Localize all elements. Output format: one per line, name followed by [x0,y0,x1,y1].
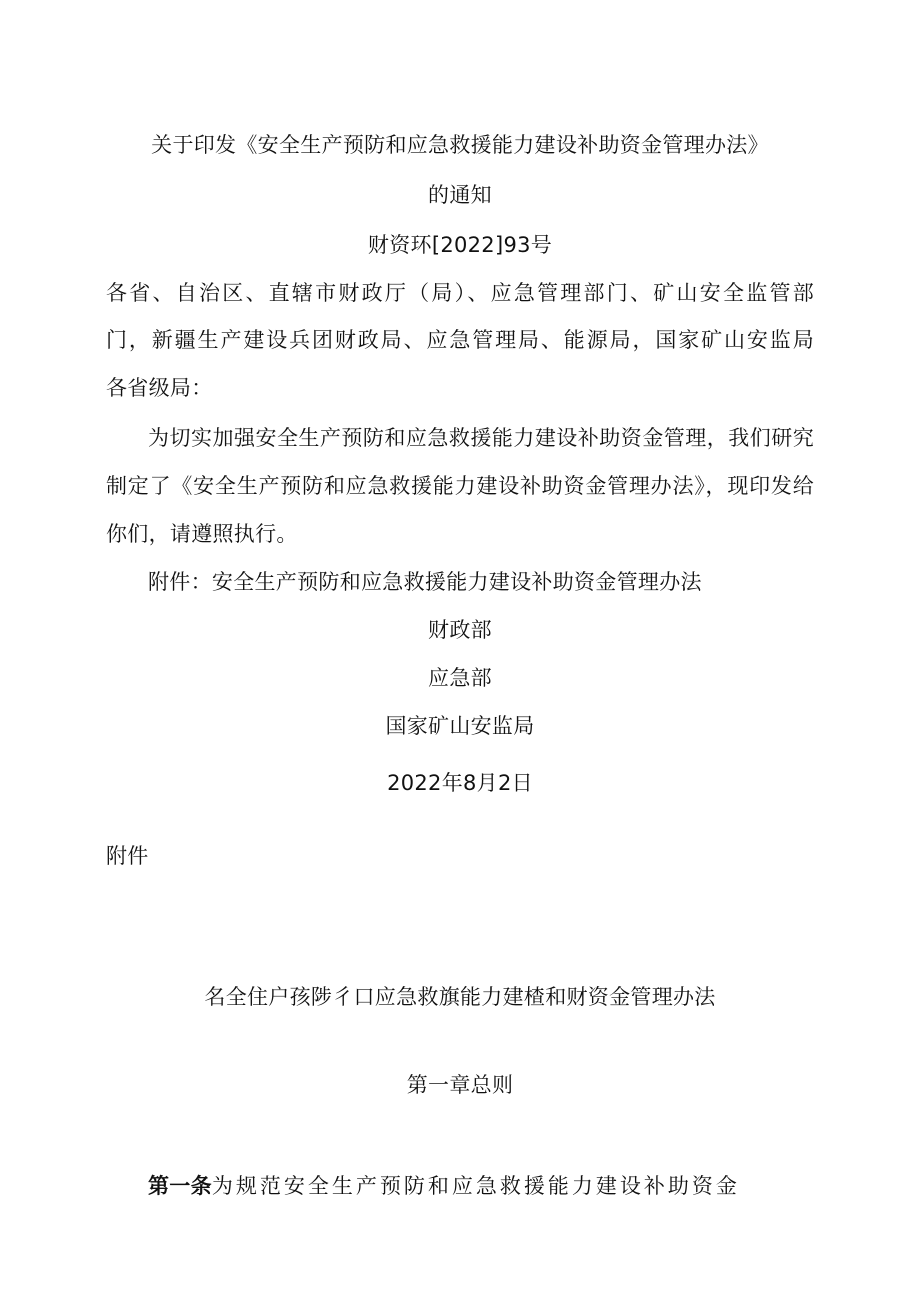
issuer-emergency-ministry: 应急部 [428,666,492,690]
body-line-1: 为切实加强安全生产预防和应急救援能力建设补助资金管理，我们研究 [148,426,814,450]
attachment-reference: 附件：安全生产预防和应急救援能力建设补助资金管理办法 [148,570,702,594]
recipients-line-2: 门，新疆生产建设兵团财政局、应急管理局、能源局，国家矿山安监局 [106,328,814,352]
issue-date: 2022年8月2日 [387,771,533,795]
recipients-line-3: 各省级局： [106,376,213,400]
document-number: 财资环[2022]93号 [367,233,553,257]
article-label: 第一条 [148,1174,212,1198]
attachment-title: 名全住户孩陟彳口应急救旗能力建楂和财资金管理办法 [204,985,716,1009]
chapter-heading: 第一章总则 [406,1073,514,1097]
body-line-3: 你们，请遵照执行。 [106,522,298,546]
article-text: 为规范安全生产预防和应急救援能力建设补助资金 [211,1174,740,1198]
body-line-2: 制定了《安全生产预防和应急救援能力建设补助资金管理办法》，现印发给 [106,474,814,498]
recipients-line-1: 各省、自治区、直辖市财政厅（局）、应急管理部门、矿山安全监管部 [106,281,814,305]
issuer-mine-safety-bureau: 国家矿山安监局 [385,714,535,738]
attachment-label: 附件 [106,844,149,868]
notice-title-line1: 关于印发《安全生产预防和应急救援能力建设补助资金管理办法》 [151,133,769,157]
issuer-ministry-of-finance: 财政部 [428,618,492,642]
notice-title-line2: 的通知 [428,183,492,207]
article-one [148,1171,740,1201]
